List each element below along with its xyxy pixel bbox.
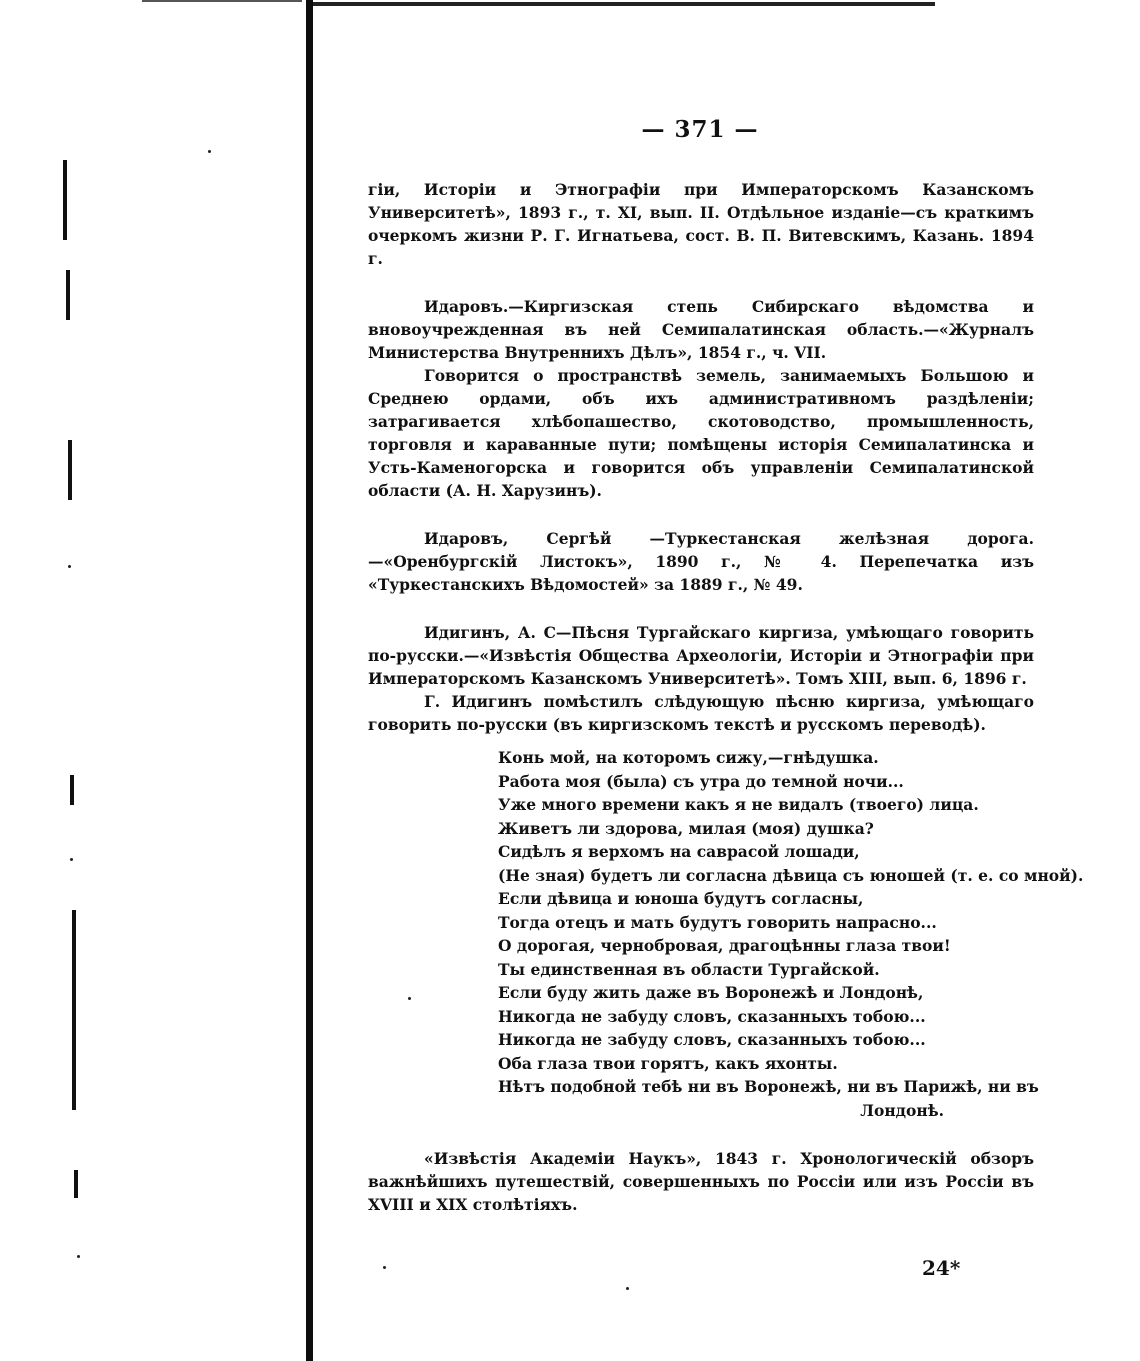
- margin-mark: [63, 160, 67, 240]
- scan-speck: [208, 150, 211, 153]
- scan-speck: [383, 1266, 386, 1269]
- margin-mark: [70, 775, 74, 805]
- poem-line: Ты единственная въ области Тургайской.: [498, 959, 880, 979]
- poem-line: Никогда не забуду словъ, сказанныхъ тобою...: [498, 1030, 926, 1049]
- scan-speck: [68, 565, 71, 568]
- margin-mark: [68, 440, 72, 500]
- poem-line: Если буду жить даже въ Воронежѣ и Лондонѣ,: [498, 983, 924, 1002]
- scan-speck: [70, 858, 73, 861]
- poem-line: Конь мой, на которомъ сижу,—гнѣдушка.: [498, 748, 879, 767]
- poem-line: Сидѣлъ я верхомъ на саврасой лошади,: [498, 842, 860, 861]
- entry-izvestiya-akademii: «Извѣстія Академіи Наукъ», 1843 г. Хронологическій обзоръ важнѣйшихъ путешествій, совершенныхъ по Россіи или изъ Россіи въ XVIII и XIX столѣтіяхъ.: [368, 1149, 1034, 1214]
- spacer: [368, 1122, 1034, 1147]
- scan-edge-rule: [142, 0, 302, 2]
- poem-line: Живетъ ли здорова, милая (моя) душка?: [498, 818, 874, 838]
- spacer: [368, 270, 1034, 295]
- poem-line: Если дѣвица и юноша будутъ согласны,: [498, 889, 864, 908]
- song-poem: [498, 746, 1084, 1122]
- poem-line: Нѣтъ подобной тебѣ ни въ Воронежѣ, ни въ Парижѣ, ни въ: [498, 1077, 1039, 1096]
- scan-speck: [626, 1287, 629, 1290]
- entry-idigin: Идигинъ, А. С—Пѣсня Тургайскаго киргиза, умѣющаго говорить по-русски.—«Извѣстія Общества Археологіи, Исторіи и Этнографіи при Императорскомъ Казанскомъ Университетѣ». Томъ XIII, вып. 6, 1896 г.: [368, 623, 1034, 688]
- poem-line: Тогда отецъ и мать будутъ говорить напрасно...: [498, 912, 937, 932]
- entry-idarov-1854-annotation: Говорится о пространствѣ земель, занимаемыхъ Большою и Среднею ордами, объ ихъ административномъ раздѣленіи; затрагивается хлѣбопашество, скотоводство, промышленность, торговля и караванные пути; помѣщены исторія Семипалатинска и Усть-Каменогорска и говорится объ управленіи Семипалатинской области (А. Н. Харузинъ).: [368, 366, 1034, 500]
- entry-idarov-sergey: Идаровъ, Сергѣй —Туркестанская желѣзная дорога.—«Оренбургскій Листокъ», 1890 г., № 4. Перепечатка изъ «Туркестанскихъ Вѣдомостей» за 1889 г., № 49.: [368, 529, 1034, 594]
- margin-mark: [66, 270, 70, 320]
- poem-line: Оба глаза твои горятъ, какъ яхонты.: [498, 1053, 838, 1073]
- poem-line: (Не зная) будетъ ли согласна дѣвица съ юношей (т. е. со мной).: [498, 865, 1084, 885]
- binding-edge: [306, 0, 313, 1361]
- page-number: — 371 —: [641, 116, 759, 143]
- entry-continuation: гіи, Исторіи и Этнографіи при Императорскомъ Казанскомъ Университетѣ», 1893 г., т. XI, вып. II. Отдѣльное изданіе—съ краткимъ очеркомъ жизни Р. Г. Игнатьева, сост. В. П. Витевскимъ, Казань. 1894 г.: [368, 180, 1034, 268]
- entry-idigin-annotation: Г. Идигинъ помѣстилъ слѣдующую пѣсню киргиза, умѣющаго говорить по-русски (въ киргизскомъ текстѣ и русскомъ переводѣ).: [368, 692, 1034, 734]
- poem-line: Работа моя (была) съ утра до темной ночи...: [498, 771, 904, 791]
- margin-mark: [72, 910, 76, 1110]
- poem-line: Уже много времени какъ я не видалъ (твоего) лица.: [498, 795, 979, 814]
- scan-top-rule: [310, 2, 935, 6]
- spacer: [368, 596, 1034, 621]
- margin-mark: [74, 1170, 78, 1198]
- signature-mark: 24*: [922, 1256, 961, 1280]
- entry-idarov-1854: Идаровъ.—Киргизская степь Сибирскаго вѣдомства и вновоучрежденная въ ней Семипалатинская область.—«Журналъ Министерства Внутреннихъ Дѣлъ», 1854 г., ч. VII.: [368, 297, 1034, 362]
- poem-line-continuation: Лондонѣ.: [860, 1100, 944, 1120]
- poem-line: О дорогая, чернобровая, драгоцѣнны глаза твои!: [498, 936, 951, 955]
- poem-line: Никогда не забуду словъ, сказанныхъ тобою...: [498, 1006, 926, 1026]
- spacer: [368, 502, 1034, 527]
- scan-speck: [77, 1255, 80, 1258]
- page-content: [368, 178, 1084, 1216]
